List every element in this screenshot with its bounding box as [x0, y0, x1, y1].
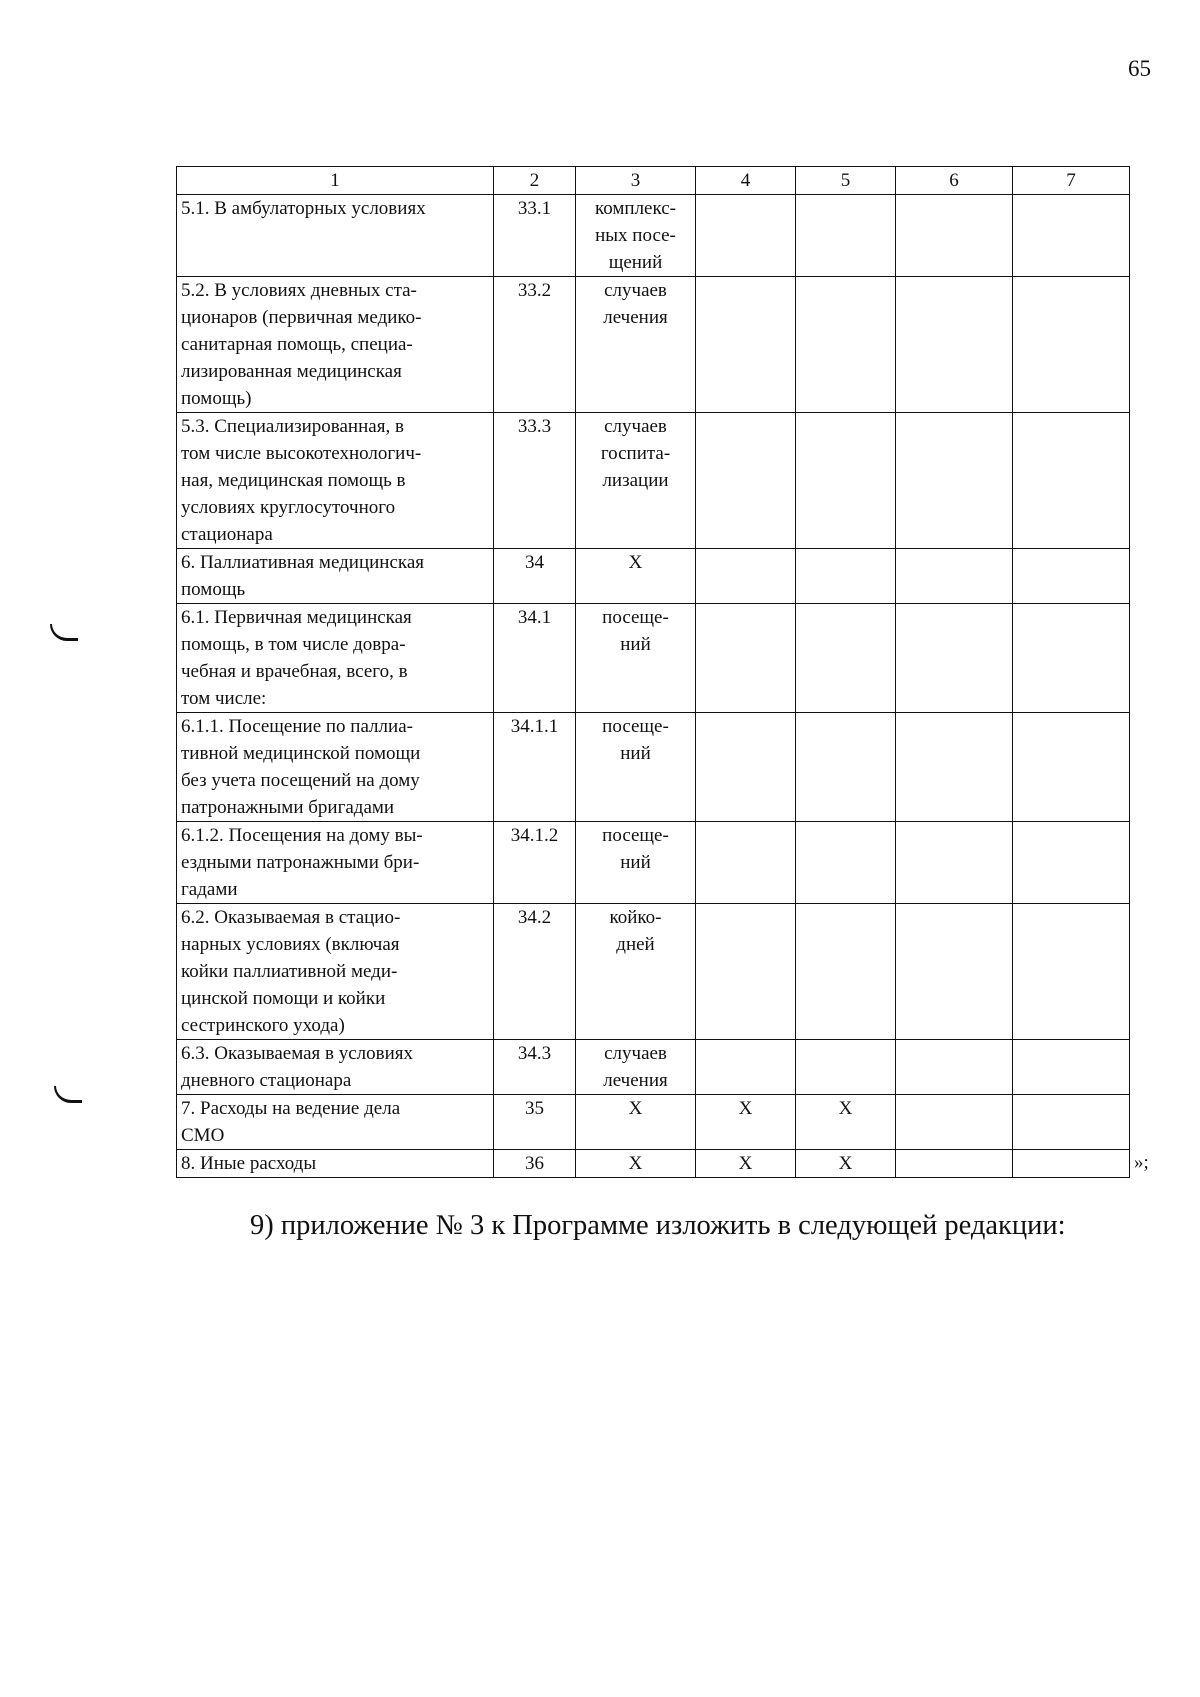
table-row	[177, 604, 1130, 713]
table-body	[177, 167, 1130, 1178]
row-col-7	[1013, 1040, 1130, 1095]
row-col-5	[796, 413, 896, 549]
row-description: 6.1. Первичная медицинская помощь, в том числе довра- чебная и врачебная, всего, в том числе:	[177, 604, 494, 713]
row-col-5	[796, 549, 896, 604]
table-row	[177, 822, 1130, 904]
header-cell: 6	[896, 167, 1013, 195]
table-row	[177, 549, 1130, 604]
row-col-6	[896, 549, 1013, 604]
margin-pen-mark	[54, 1086, 82, 1103]
row-col-4: Х	[696, 1150, 796, 1178]
row-col-5	[796, 904, 896, 1040]
row-unit: посеще- ний	[576, 713, 696, 822]
row-description: 6.1.1. Посещение по паллиа- тивной медицинской помощи без учета посещений на дому патронажными бригадами	[177, 713, 494, 822]
row-col-6	[896, 1040, 1013, 1095]
header-cell: 1	[177, 167, 494, 195]
header-cell: 7	[1013, 167, 1130, 195]
row-col-7	[1013, 822, 1130, 904]
header-cell: 4	[696, 167, 796, 195]
instruction-paragraph: 9) приложение № 3 к Программе изложить в следующей редакции:	[250, 1210, 1066, 1241]
row-number: 34.2	[494, 904, 576, 1040]
header-cell: 3	[576, 167, 696, 195]
table-row	[177, 1095, 1130, 1150]
row-col-6	[896, 277, 1013, 413]
row-number: 34.1	[494, 604, 576, 713]
row-unit: посеще- ний	[576, 604, 696, 713]
row-description: 6. Паллиативная медицинская помощь	[177, 549, 494, 604]
row-col-6	[896, 904, 1013, 1040]
row-col-7	[1013, 413, 1130, 549]
row-col-6	[896, 713, 1013, 822]
row-col-5	[796, 604, 896, 713]
row-col-4	[696, 713, 796, 822]
row-description: 5.2. В условиях дневных ста- ционаров (первичная медико- санитарная помощь, специа- лизированная медицинская помощь)	[177, 277, 494, 413]
row-col-4	[696, 822, 796, 904]
row-col-6	[896, 195, 1013, 277]
table-row	[177, 904, 1130, 1040]
row-col-4	[696, 1040, 796, 1095]
row-col-5: Х	[796, 1150, 896, 1178]
row-unit: случаев лечения	[576, 277, 696, 413]
row-col-6	[896, 413, 1013, 549]
row-col-7	[1013, 1095, 1130, 1150]
row-description: 6.1.2. Посещения на дому вы- ездными патронажными бри- гадами	[177, 822, 494, 904]
row-number: 36	[494, 1150, 576, 1178]
row-number: 33.1	[494, 195, 576, 277]
margin-pen-mark	[50, 624, 78, 641]
row-col-5	[796, 822, 896, 904]
row-description: 5.1. В амбулаторных условиях	[177, 195, 494, 277]
row-unit: Х	[576, 549, 696, 604]
row-col-4	[696, 413, 796, 549]
row-col-4	[696, 277, 796, 413]
row-number: 33.2	[494, 277, 576, 413]
table-row	[177, 195, 1130, 277]
row-number: 34.1.2	[494, 822, 576, 904]
row-unit: посеще- ний	[576, 822, 696, 904]
header-cell: 5	[796, 167, 896, 195]
row-col-7	[1013, 549, 1130, 604]
table-row	[177, 277, 1130, 413]
row-description: 6.3. Оказываемая в условиях дневного стационара	[177, 1040, 494, 1095]
table-header-row	[177, 167, 1130, 195]
row-col-4: Х	[696, 1095, 796, 1150]
row-col-7	[1013, 713, 1130, 822]
row-col-6	[896, 1150, 1013, 1178]
row-col-6	[896, 604, 1013, 713]
row-col-4	[696, 604, 796, 713]
row-col-7	[1013, 1150, 1130, 1178]
row-col-5: Х	[796, 1095, 896, 1150]
row-col-7	[1013, 604, 1130, 713]
row-unit: случаев лечения	[576, 1040, 696, 1095]
row-unit: Х	[576, 1095, 696, 1150]
row-number: 34.1.1	[494, 713, 576, 822]
row-col-4	[696, 904, 796, 1040]
row-unit: комплекс- ных посе- щений	[576, 195, 696, 277]
table-row	[177, 713, 1130, 822]
row-col-4	[696, 195, 796, 277]
closing-quote: »;	[1134, 1152, 1149, 1173]
row-description: 7. Расходы на ведение дела СМО	[177, 1095, 494, 1150]
row-unit: случаев госпита- лизации	[576, 413, 696, 549]
row-description: 6.2. Оказываемая в стацио- нарных условиях (включая койки паллиативной меди- цинской помощи и койки сестринского ухода)	[177, 904, 494, 1040]
row-col-7	[1013, 277, 1130, 413]
row-number: 35	[494, 1095, 576, 1150]
table-row	[177, 1040, 1130, 1095]
row-number: 33.3	[494, 413, 576, 549]
row-col-6	[896, 822, 1013, 904]
row-unit: койко- дней	[576, 904, 696, 1040]
header-cell: 2	[494, 167, 576, 195]
row-col-6	[896, 1095, 1013, 1150]
row-number: 34	[494, 549, 576, 604]
row-col-7	[1013, 195, 1130, 277]
table-row	[177, 413, 1130, 549]
row-col-5	[796, 1040, 896, 1095]
page-number: 65	[1128, 56, 1151, 81]
row-col-4	[696, 549, 796, 604]
data-table	[176, 166, 1130, 1178]
row-number: 34.3	[494, 1040, 576, 1095]
table-row	[177, 1150, 1130, 1178]
row-col-7	[1013, 904, 1130, 1040]
row-col-5	[796, 713, 896, 822]
row-col-5	[796, 277, 896, 413]
row-description: 8. Иные расходы	[177, 1150, 494, 1178]
row-col-5	[796, 195, 896, 277]
row-description: 5.3. Специализированная, в том числе высокотехнологич- ная, медицинская помощь в условиях круглосуточного стационара	[177, 413, 494, 549]
row-unit: Х	[576, 1150, 696, 1178]
